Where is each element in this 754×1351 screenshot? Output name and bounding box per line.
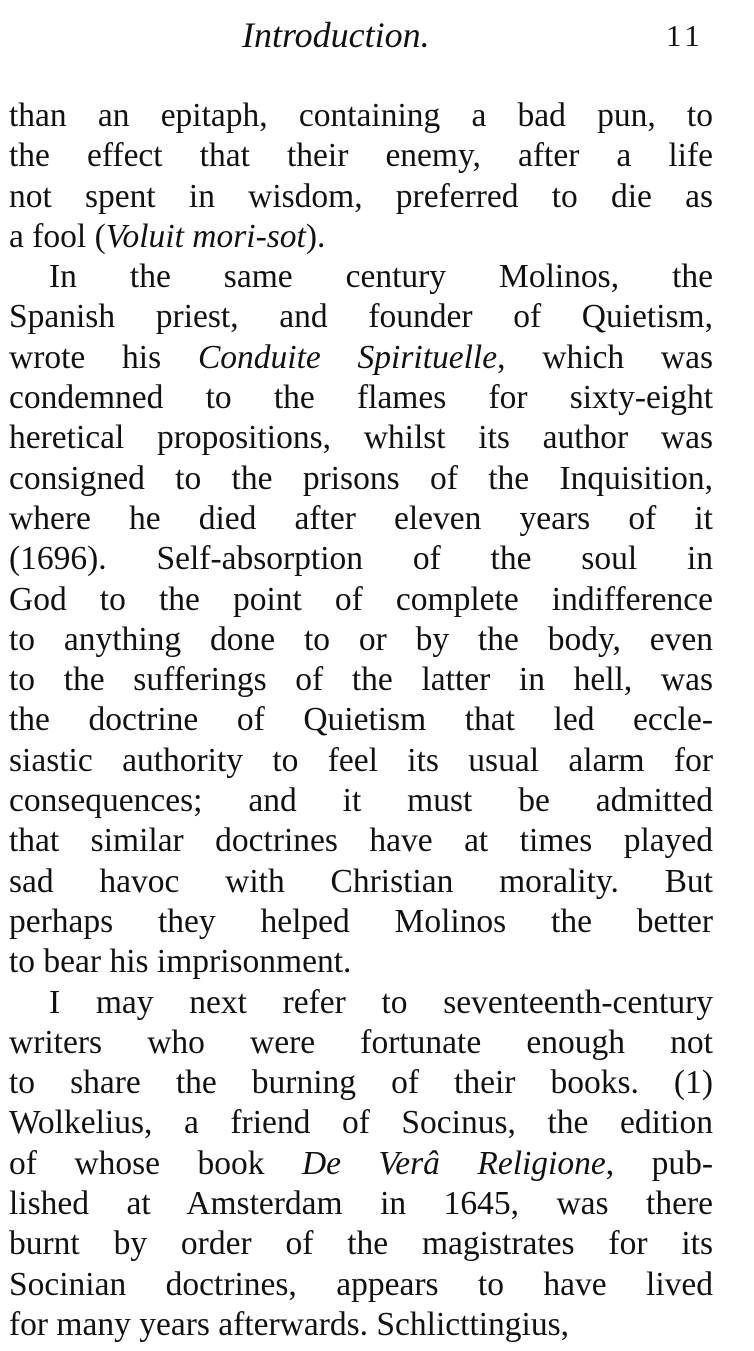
text-line xyxy=(9,620,713,660)
text-line xyxy=(9,297,713,337)
text-segment: , pub- xyxy=(605,1144,713,1182)
text-line xyxy=(9,700,713,740)
paragraph xyxy=(9,983,713,1346)
page-number: 11 xyxy=(666,18,704,53)
text-line xyxy=(9,1265,713,1305)
text-line xyxy=(9,1305,713,1345)
text-segment: to anything done to or by the body, even xyxy=(9,620,713,658)
text-segment: to the sufferings of the latter in hell, was xyxy=(9,661,713,699)
running-head xyxy=(0,12,754,62)
text-segment: ). xyxy=(305,217,326,255)
text-line xyxy=(9,1184,713,1224)
italic-title: De Verâ Religione xyxy=(301,1144,606,1182)
text-segment: consequences; and it must be admitted xyxy=(9,782,713,820)
text-segment: where he died after eleven years of it xyxy=(9,499,713,537)
text-segment: than an epitaph, containing a bad pun, to xyxy=(9,97,713,134)
text-segment: sad havoc with Christian morality. But xyxy=(9,862,713,900)
text-line xyxy=(9,1144,713,1184)
text-line xyxy=(9,177,713,217)
text-line xyxy=(9,1023,713,1063)
text-line xyxy=(9,499,713,539)
text-segment: heretical propositions, whilst its author was xyxy=(9,419,713,457)
text-line xyxy=(9,821,713,861)
text-segment: Wolkelius, a friend of Socinus, the edition xyxy=(9,1104,713,1142)
text-line xyxy=(9,539,713,579)
text-segment: to share the burning of their books. (1) xyxy=(9,1064,713,1102)
text-segment: perhaps they helped Molinos the better xyxy=(9,902,713,940)
text-line xyxy=(9,862,713,902)
text-line xyxy=(9,1103,713,1143)
italic-title: Voluit mori-sot xyxy=(105,217,306,255)
text-line xyxy=(9,580,713,620)
text-segment: for many years afterwards. Schlicttingius, xyxy=(9,1305,570,1343)
running-title: Introduction. xyxy=(242,15,430,55)
text-segment: In the same century Molinos, the xyxy=(49,258,713,296)
text-segment: Spanish priest, and founder of Quietism, xyxy=(9,298,713,336)
text-segment: writers who were fortunate enough not xyxy=(9,1023,713,1061)
text-segment: burnt by order of the magistrates for its xyxy=(9,1225,713,1263)
paragraph xyxy=(9,257,713,982)
italic-title: Conduite Spirituelle xyxy=(197,338,498,376)
text-segment: , which was xyxy=(497,338,714,376)
text-line xyxy=(9,378,713,418)
text-segment: not spent in wisdom, preferred to die as xyxy=(9,177,713,215)
text-line xyxy=(9,1224,713,1264)
text-line xyxy=(9,96,713,136)
text-line xyxy=(9,1063,713,1103)
text-line xyxy=(9,781,713,821)
text-line xyxy=(9,338,713,378)
text-segment: a fool ( xyxy=(9,217,106,255)
text-segment: the effect that their enemy, after a life xyxy=(9,137,713,175)
text-segment: to bear his imprisonment. xyxy=(9,943,352,981)
text-segment: that similar doctrines have at times played xyxy=(9,822,713,860)
text-segment: siastic authority to feel its usual alarm for xyxy=(9,741,713,779)
text-segment: I may next refer to seventeenth-century xyxy=(49,983,713,1021)
text-line xyxy=(9,983,713,1023)
text-segment: Socinian doctrines, appears to have lived xyxy=(9,1265,713,1303)
text-segment: (1696). Self-absorption of the soul in xyxy=(9,540,713,578)
text-line xyxy=(9,902,713,942)
text-line xyxy=(9,660,713,700)
text-segment: the doctrine of Quietism that led eccle- xyxy=(9,701,713,739)
paragraph xyxy=(9,96,713,257)
text-line xyxy=(9,257,713,297)
text-segment: of whose book xyxy=(9,1144,302,1182)
text-line xyxy=(9,217,713,257)
text-line xyxy=(9,136,713,176)
text-segment: condemned to the flames for sixty-eight xyxy=(9,379,713,417)
text-segment: consigned to the prisons of the Inquisition, xyxy=(9,459,713,497)
text-line xyxy=(9,418,713,458)
text-line xyxy=(9,459,713,499)
text-segment: God to the point of complete indifference xyxy=(9,580,713,618)
text-line xyxy=(9,741,713,781)
text-segment: lished at Amsterdam in 1645, was there xyxy=(9,1185,713,1223)
body-text xyxy=(9,96,713,1345)
text-line xyxy=(9,942,713,982)
text-segment: wrote his xyxy=(9,338,198,376)
